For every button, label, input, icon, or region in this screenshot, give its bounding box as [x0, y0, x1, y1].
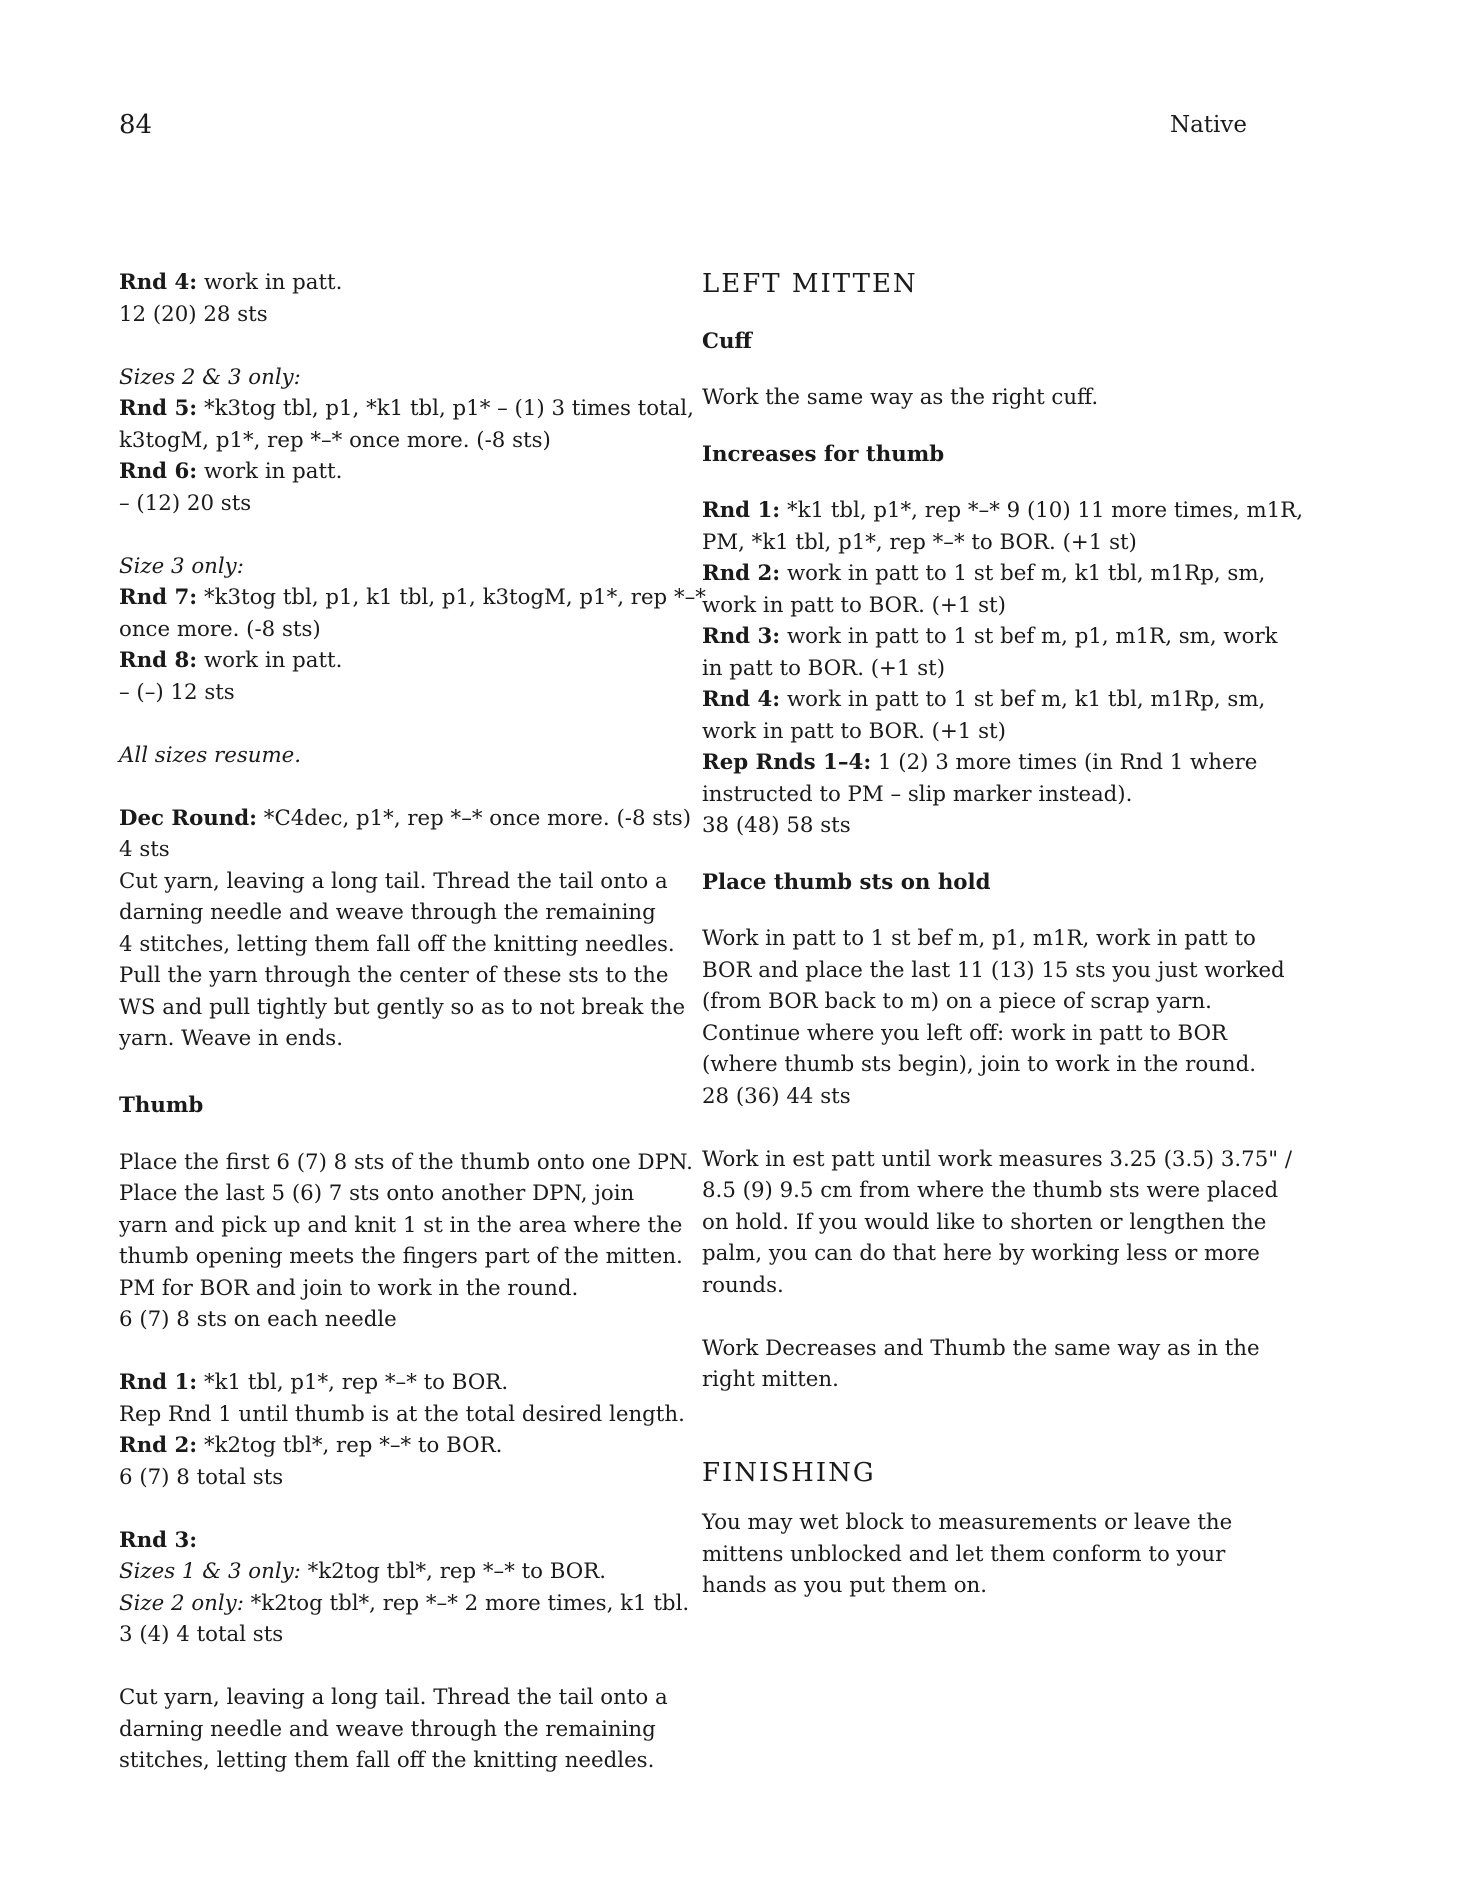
inc-rnd-3-line: Rnd 3: work in patt to 1 st bef m, p1, m1R, sm, work [702, 624, 1278, 649]
running-title: Native [1169, 112, 1247, 138]
left-column [119, 267, 706, 1777]
inc-rnd-2-line: Rnd 2: work in patt to 1 st bef m, k1 tbl, m1Rp, sm, [702, 561, 1266, 586]
thumb-rep-line: Rep Rnd 1 until thumb is at the total desired length. [119, 1401, 685, 1427]
stitch-count: 4 sts [119, 837, 170, 862]
section-title-left-mitten: LEFT MITTEN [702, 269, 918, 299]
thumb-rnd-1-line: Rnd 1: *k1 tbl, p1*, rep *–* to BOR. [119, 1370, 509, 1395]
thumb-hold-paragraph: Work in patt to 1 st bef m, p1, m1R, work in patt to BOR and place the last 11 (13) 15 sts you just worked (from BOR back to m) on a piece of scrap yarn. Continue where you left off: work in patt to BOR (where thumb sts begin), join to work in the round. 28 (36) 44 sts [702, 926, 1285, 1109]
rnd-5-cont: k3togM, p1*, rep *–* once more. (-8 sts) [119, 427, 551, 453]
palm-paragraph: Work in est patt until work measures 3.25 (3.5) 3.75" / 8.5 (9) 9.5 cm from where the thumb sts were placed on hold. If you would like to shorten or lengthen the palm, you can do that here by working less or more rounds. [702, 1146, 1293, 1298]
decreases-paragraph: Work Decreases and Thumb the same way as in the right mitten. [702, 1335, 1260, 1392]
sizes-note: Sizes 2 & 3 only: [119, 364, 301, 390]
inc-rnd-1-line: Rnd 1: *k1 tbl, p1*, rep *–* 9 (10) 11 more times, m1R, [702, 498, 1304, 523]
cut-yarn-paragraph: Cut yarn, leaving a long tail. Thread the tail onto a darning needle and weave through the remaining 4 stitches, letting them fall off the knitting needles. Pull the yarn through the center of these sts to the WS and pull tightly but gently so as to not break the yarn. Weave in ends. [119, 868, 686, 1051]
stitch-count: 6 (7) 8 total sts [119, 1464, 284, 1490]
right-column: LEFT MITTEN Cuff Work the same way as the right cuff. Increases for thumb Rnd 1: *k1 tbl, p1*, rep *–* 9 (10) 11 more times, m1R, PM, *k1 tbl, p1*, rep *–* to BOR. (+1 st) Rnd 2: work in patt to 1 st bef m, k1 tbl, m1Rp, sm, work in patt to BOR. (+1 st) Rnd 3: work in patt to 1 st bef m, p1, m1R, sm, work in patt to BOR. (+1 st) Rnd 4: work in patt to 1 st bef m, k1 tbl, m1Rp, sm, work in patt to BOR. (+1 st) Rep Rnds 1–4: 1 (2) 3 more times (in Rnd 1 where instructed to PM – slip marker instead). 38 (48) 58 sts Place thumb sts on hold Work in patt to 1 st bef m, p1, m1R, work in patt to BOR and place the last 11 (13) 15 sts you just worked (from BOR back to m) on a piece of scrap yarn. Continue where you left off: work in patt to BOR (where thumb sts begin), join to work in the round. 28 (36) 44 sts Work in est patt until work measures 3.25 (3.5) 3.75" / 8.5 (9) 9.5 cm from where the thumb sts were placed on hold. If you would like to shorten or lengthen the palm, you can do that here by working less or more rounds. Work Decreases and Thumb the same way as in the right mitten. FINISHING You may wet block to measurements or leave the mittens unblocked and let them conform to your hands as you put them on. [702, 267, 1262, 1602]
thumb-hold-heading: Place thumb sts on hold [702, 869, 991, 895]
stitch-count: 3 (4) 4 total sts [119, 1622, 284, 1647]
rnd-5-line: Rnd 5: *k3tog tbl, p1, *k1 tbl, p1* – (1) 3 times total, [119, 396, 694, 421]
rnd-8-line: Rnd 8: work in patt. [119, 648, 343, 673]
thumb-paragraph: Place the first 6 (7) 8 sts of the thumb onto one DPN. Place the last 5 (6) 7 sts onto another DPN, join yarn and pick up and knit 1 st in the area where the thumb opening meets the fingers part of the mitten. PM for BOR and join to work in the round. 6 (7) 8 sts on each needle [119, 1149, 693, 1332]
stitch-count: 38 (48) 58 sts [702, 813, 851, 838]
rnd-6-line: Rnd 6: work in patt. [119, 459, 343, 484]
inc-rnd-4-line: Rnd 4: work in patt to 1 st bef m, k1 tbl, m1Rp, sm, [702, 687, 1266, 712]
rnd-7-cont: once more. (-8 sts) [119, 616, 321, 642]
thumb-rnd-3-size2: Size 2 only: *k2tog tbl*, rep *–* 2 more times, k1 tbl. [119, 1590, 690, 1616]
thumb-heading: Thumb [119, 1093, 204, 1118]
rnd-4-line: Rnd 4: work in patt. [119, 270, 343, 295]
stitch-count: – (12) 20 sts [119, 490, 252, 516]
cuff-text: Work the same way as the right cuff. [702, 385, 1099, 410]
rnd-7-line: Rnd 7: *k3tog tbl, p1, k1 tbl, p1, k3togM, p1*, rep *–* [119, 585, 706, 610]
final-cut-paragraph: Cut yarn, leaving a long tail. Thread the tail onto a darning needle and weave through the remaining stitches, letting them fall off the knitting needles. [119, 1685, 668, 1773]
page-number: 84 [119, 110, 153, 140]
finishing-paragraph: You may wet block to measurements or leave the mittens unblocked and let them conform to your hands as you put them on. [702, 1510, 1233, 1598]
thumb-rnd-2-line: Rnd 2: *k2tog tbl*, rep *–* to BOR. [119, 1433, 503, 1458]
thumb-rnd-3-sizes13: Sizes 1 & 3 only: *k2tog tbl*, rep *–* to BOR. [119, 1559, 607, 1584]
dec-round-line: Dec Round: *C4dec, p1*, rep *–* once more. (-8 sts) [119, 805, 691, 831]
section-title-finishing: FINISHING [702, 1457, 876, 1488]
thumb-rnd-3-label: Rnd 3: [119, 1527, 198, 1553]
rep-rnds-line: Rep Rnds 1–4: 1 (2) 3 more times (in Rnd 1 where [702, 750, 1258, 775]
sizes-note: Size 3 only: [119, 553, 244, 579]
stitch-count: 12 (20) 28 sts [119, 301, 268, 327]
sizes-note: All sizes resume. [119, 742, 302, 768]
stitch-count: – (–) 12 sts [119, 679, 235, 705]
cuff-heading: Cuff [702, 328, 752, 354]
increases-heading: Increases for thumb [702, 441, 945, 467]
